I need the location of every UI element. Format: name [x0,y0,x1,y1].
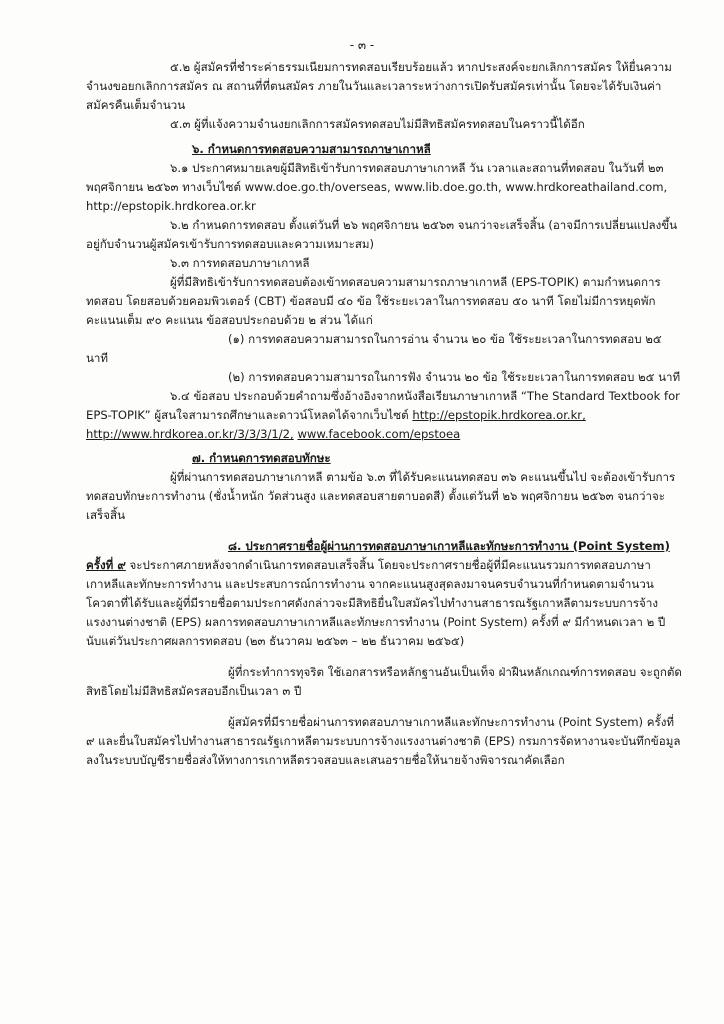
clause-6-2: ๖.๒ กำหนดการทดสอบ ตั้งแต่วันที่ ๒๖ พฤศจิกายน ๒๕๖๓ จนกว่าจะเสร็จสิ้น (อาจมีการเปลี่ยนแปลงขึ้นอยู่กับจำนวนผู้สมัครเข้ารับการทดสอบและความเหมาะสม) [86,218,678,251]
clause-5-3: ๕.๓ ผู้ที่แจ้งความจำนงยกเลิกการสมัครทดสอบไม่มีสิทธิสมัครทดสอบในคราวนี้ได้อีก [170,117,585,131]
section-7-heading [86,449,682,468]
clause-6-3-1: (๑) การทดสอบความสามารถในการอ่าน จำนวน ๒๐ ข้อ ใช้ระยะเวลาในการทดสอบ ๒๕ นาที [86,332,662,365]
clause-6-3: ๖.๓ การทดสอบภาษาเกาหลี [170,256,310,270]
section-8-heading: ๘. ประกาศรายชื่อผู้ผ่านการทดสอบภาษาเกาหลีและทักษะการทำงาน (Point System) ครั้งที่ ๙ [86,539,670,572]
clause-6-1: ๖.๑ ประกาศหมายเลขผู้มีสิทธิเข้ารับการทดสอบภาษาเกาหลี วัน เวลาและสถานที่ทดสอบ ในวันที่ ๒๓ พฤศจิกายน ๒๕๖๓ ทางเว็บไซต์ www.doe.go.th/overseas, www.lib.doe.go.th, www.hrdkoreathailand.com, http://epstopik.hrdkorea.or.kr [86,161,668,213]
clause-6-3-body: ผู้ที่มีสิทธิเข้ารับการทดสอบต้องเข้าทดสอบความสามารถภาษาเกาหลี (EPS-TOPIK) ตามกำหนดการทดสอบ โดยสอบด้วยคอมพิวเตอร์ (CBT) ข้อสอบมี ๔๐ ข้อ ใช้ระยะเวลาในการทดสอบ ๕๐ นาที โดยไม่มีการหยุดพัก คะแนนเต็ม ๙๐ คะแนน ข้อสอบประกอบด้วย ๒ ส่วน ได้แก่ [86,275,661,327]
link-epstopik[interactable]: http://epstopik.hrdkorea.or.kr, [412,408,586,422]
link-facebook[interactable]: www.facebook.com/epstoea [297,427,461,441]
page-number: - ๓ - [349,38,375,52]
section-8 [86,537,682,651]
section-6-heading-text: ๖. กำหนดการทดสอบความสามารถภาษาเกาหลี [192,142,431,156]
clause-5-2: ๕.๒ ผู้สมัครที่ชำระค่าธรรมเนียมการทดสอบเรียบร้อยแล้ว หากประสงค์จะยกเลิกการสมัคร ให้ยื่นความจำนงขอยกเลิกการสมัคร ณ สถานที่ที่ตนสมัคร ภายในวันและเวลาระหว่างการเปิดรับสมัครเท่านั้น โดยจะได้รับเงินค่าสมัครคืนเต็มจำนวน [86,60,672,112]
clause-6-3-2: (๒) การทดสอบความสามารถในการฟัง จำนวน ๒๐ ข้อ ใช้ระยะเวลาในการทดสอบ ๒๕ นาที [228,370,681,384]
fraud-notice: ผู้ที่กระทำการทุจริต ใช้เอกสารหรือหลักฐานอันเป็นเท็จ ฝ่าฝืนหลักเกณฑ์การทดสอบ จะถูกตัดสิทธิโดยไม่มีสิทธิสมัครสอบอีกเป็นเวลา ๓ ปี [86,665,682,698]
clause-7: ผู้ที่ผ่านการทดสอบภาษาเกาหลี ตามข้อ ๖.๓ ที่ได้รับคะแนนทดสอบ ๓๖ คะแนนขึ้นไป จะต้องเข้ารับการทดสอบทักษะการทำงาน (ชั่งน้ำหนัก วัดส่วนสูง และทดสอบสายตาบอดสี) ตั้งแต่วันที่ ๒๖ พฤศจิกายน ๒๕๖๓ จนกว่าจะเสร็จสิ้น [86,470,676,522]
link-hrdkorea[interactable]: http://www.hrdkorea.or.kr/3/3/3/1/2, [86,427,294,441]
clause-6-4 [86,387,682,444]
clause-6-4-text: ๖.๔ ข้อสอบ ประกอบด้วยคำถามซึ่งอ้างอิงจากหนังสือเรียนภาษาเกาหลี “The Standard Textbook for EPS-TOPIK” ผู้สนใจสามารถศึกษาและดาวน์โหลดได้จากเว็บไซต์ [86,389,680,422]
section-8-text: จะประกาศภายหลังจากดำเนินการทดสอบเสร็จสิ้น โดยจะประกาศรายชื่อผู้ที่มีคะแนนรวมการทดสอบภาษาเกาหลีและทักษะการทำงาน และประสบการณ์การทำงาน จากคะแนนสูงสุดลงมาจนครบจำนวนที่กำหนดตามจำนวนโควตาที่ได้รับและผู้ที่มีรายชื่อตามประกาศดังกล่าวจะมีสิทธิยื่นใบสมัครไปทำงานสาธารณรัฐเกาหลีตามระบบการจ้างแรงงานต่างชาติ (EPS) ผลการทดสอบภาษาเกาหลีและทักษะการทำงาน (Point System) ครั้งที่ ๙ มีกำหนดเวลา ๒ ปี นับแต่วันประกาศผลการทดสอบ (๒๓ ธันวาคม ๒๕๖๓ – ๒๒ ธันวาคม ๒๕๖๕) [86,558,666,648]
document-body [86,58,682,770]
final-paragraph: ผู้สมัครที่มีรายชื่อผ่านการทดสอบภาษาเกาหลีและทักษะการทำงาน (Point System) ครั้งที่ ๙ และยื่นใบสมัครไปทำงานสาธารณรัฐเกาหลีตามระบบการจ้างแรงงานต่างชาติ (EPS) กรมการจัดหางานจะบันทึกข้อมูลลงในระบบบัญชีรายชื่อส่งให้ทางการเกาหลีตรวจสอบและเสนอรายชื่อให้นายจ้างพิจารณาคัดเลือก [86,715,681,767]
section-7-heading-text: ๗. กำหนดการทดสอบทักษะ [192,451,331,465]
section-6-heading [86,140,682,159]
